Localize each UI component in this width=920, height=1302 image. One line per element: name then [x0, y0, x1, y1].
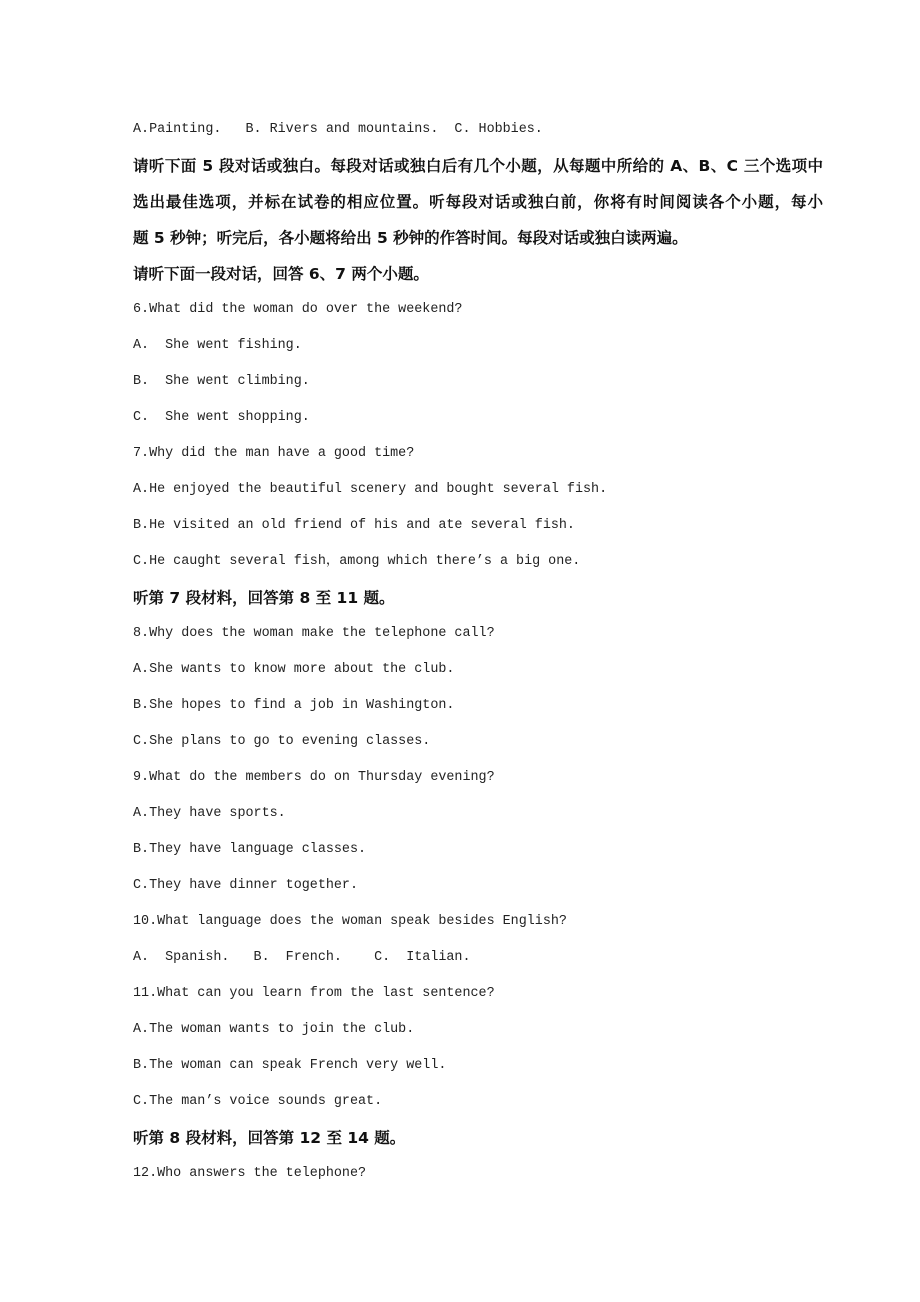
question-text-line: C.He caught several fish，among which there’s a big one.: [133, 554, 581, 569]
question-text-line: 12.Who answers the telephone?: [133, 1166, 367, 1181]
question-text-line: A.She wants to know more about the club.: [133, 662, 455, 677]
question-text-line: A.They have sports.: [133, 806, 286, 821]
instruction-line: 请听下面一段对话，回答 6、7 两个小题。: [133, 265, 429, 283]
question-text-line: 11.What can you learn from the last sentence?: [133, 986, 495, 1001]
instruction-line: 题 5 秒钟；听完后，各小题将给出 5 秒钟的作答时间。每段对话或独白读两遍。: [133, 229, 688, 247]
question-text-line: A.Painting. B. Rivers and mountains. C. Hobbies.: [133, 122, 543, 137]
question-text-line: 8.Why does the woman make the telephone call?: [133, 626, 495, 641]
question-text-line: B. She went climbing.: [133, 374, 310, 389]
question-text-line: B.He visited an old friend of his and ate several fish.: [133, 518, 575, 533]
question-text-line: 10.What language does the woman speak besides English?: [133, 914, 567, 929]
question-text-line: A.He enjoyed the beautiful scenery and bought several fish.: [133, 482, 608, 497]
question-text-line: A. Spanish. B. French. C. Italian.: [133, 950, 471, 965]
question-text-line: C.She plans to go to evening classes.: [133, 734, 431, 749]
question-text-line: 6.What did the woman do over the weekend?: [133, 302, 463, 317]
question-text-line: A. She went fishing.: [133, 338, 302, 353]
document-page: [133, 112, 823, 1192]
question-text-line: C.They have dinner together.: [133, 878, 358, 893]
instruction-line: 选出最佳选项，并标在试卷的相应位置。听每段对话或独白前，你将有时间阅读各个小题，每小: [133, 193, 823, 211]
question-text-line: 7.Why did the man have a good time?: [133, 446, 415, 461]
question-text-line: B.The woman can speak French very well.: [133, 1058, 447, 1073]
question-text-line: 9.What do the members do on Thursday evening?: [133, 770, 495, 785]
question-text-line: B.They have language classes.: [133, 842, 367, 857]
instruction-line: 听第 7 段材料，回答第 8 至 11 题。: [133, 589, 395, 607]
question-text-line: B.She hopes to find a job in Washington.: [133, 698, 455, 713]
instruction-line: 听第 8 段材料，回答第 12 至 14 题。: [133, 1129, 406, 1147]
question-text-line: C.The man’s voice sounds great.: [133, 1094, 383, 1109]
instruction-line: 请听下面 5 段对话或独白。每段对话或独白后有几个小题，从每题中所给的 A、B、C 三个选项中: [133, 157, 823, 175]
question-text-line: C. She went shopping.: [133, 410, 310, 425]
question-text-line: A.The woman wants to join the club.: [133, 1022, 415, 1037]
